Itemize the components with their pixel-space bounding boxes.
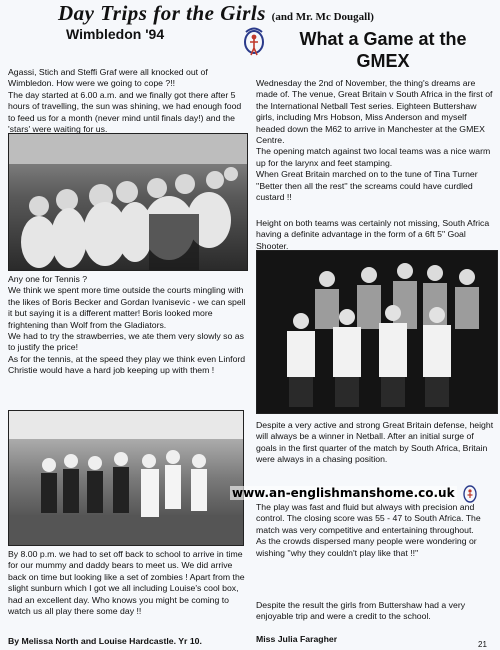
paragraph: Height on both teams was certainly not missing, South Africa having a definite advantage in the form of a 6ft 5" Goal Shooter. (256, 218, 490, 251)
gmex-heading-line1: What a Game at the (299, 29, 467, 49)
byline: By Melissa North and Louise Hardcastle. Yr 10. (8, 636, 202, 646)
wimbledon-crowd-photo (8, 133, 248, 271)
title-main: Day Trips for the Girls (58, 1, 266, 25)
paragraph: We had to try the strawberries, we ate them very slowly so as to justify the price! (8, 331, 244, 353)
tennis-text (8, 274, 248, 377)
paragraph: The opening match against two local teams was a nice warm up for the larynx and feet stamping. (256, 146, 491, 168)
return-trip-text (8, 549, 248, 617)
paragraph: The day started at 6.00 a.m. and we finally got there after 5 hours of travelling, the sun was shining, we had enough food to feed us for a month (never mind until finals day!) and the 'stars' were waiting for us. (8, 89, 242, 135)
result-text (256, 600, 494, 623)
page-number: 21 (478, 640, 487, 649)
website-logo-icon (462, 484, 478, 504)
netball-team-photo (256, 250, 498, 414)
gmex-heading-line2: GMEX (356, 51, 410, 71)
wimbledon-intro-text (8, 67, 244, 135)
paragraph: By 8.00 p.m. we had to set off back to school to arrive in time for our mummy and daddy bears to meet us. We did arrive back on time but looking like a set of zombies ! Apart from the slight sunburn which I got we all including Louise's cool box, had an excellent day. Who knows you might be coming to watch us all play there some day !! (8, 549, 245, 617)
paragraph: Wednesday the 2nd of November, the thing's dreams are made of. The venue, Great Britain v South Africa in the first of the International Netball Test series. Eighteen Buttershaw girls, including Mrs Hobson, Miss Anderson and myself headed down the M62 to arrive in Manchester at the GMEX Centre. (256, 78, 493, 146)
paragraph: Despite a very active and strong Great Britain defense, height will always be a winner in Netball. After an initial surge of goals in the first quarter of the match by South Africa, Britain were always in a chasing position. (256, 420, 494, 465)
height-text (256, 218, 494, 252)
match-play-text (256, 502, 494, 559)
paragraph: As the crowds dispersed many people were wondering or wishing ''why they couldn't play like that !!'' (256, 536, 477, 558)
gmex-heading (272, 28, 494, 72)
paragraph: When Great Britain marched on to the tune of Tina Turner ''Better then all the rest'' the screams could have curdled custard !! (256, 169, 478, 203)
school-logo-icon (242, 26, 266, 60)
paragraph: Agassi, Stich and Steffi Graf were all knocked out of Wimbledon. How were we going to cope ?!! (8, 67, 208, 89)
wimbledon-heading: Wimbledon '94 (66, 26, 165, 42)
title-suffix: (and Mr. Mc Dougall) (271, 11, 374, 23)
page-title (58, 1, 498, 26)
paragraph: As for the tennis, at the speed they play we think even Linford Christie would have a hard job keeping up with them ! (8, 353, 246, 376)
paragraph: The play was fast and fluid but always with precision and control. The closing score was 55 - 47 to South Africa. The match was very competitive and entertaining throughout. (256, 502, 481, 535)
gmex-intro-text (256, 78, 494, 203)
author-signoff: Miss Julia Faragher (256, 634, 338, 644)
paragraph: We think we spent more time outside the courts mingling with the likes of Boris Becker and Gordan Ivanisevic - we can spell it but saying it is a different matter! Boris looked more frightening than Wolf from the Gladiators. (8, 285, 246, 330)
wimbledon-group-photo (8, 410, 244, 546)
paragraph: Any one for Tennis ? (8, 274, 88, 284)
website-watermark: www.an-englishmanshome.co.uk (232, 486, 455, 500)
paragraph: Despite the result the girls from Buttershaw had a very enjoyable trip and were a credit to the school. (256, 600, 466, 622)
defense-text (256, 420, 494, 466)
